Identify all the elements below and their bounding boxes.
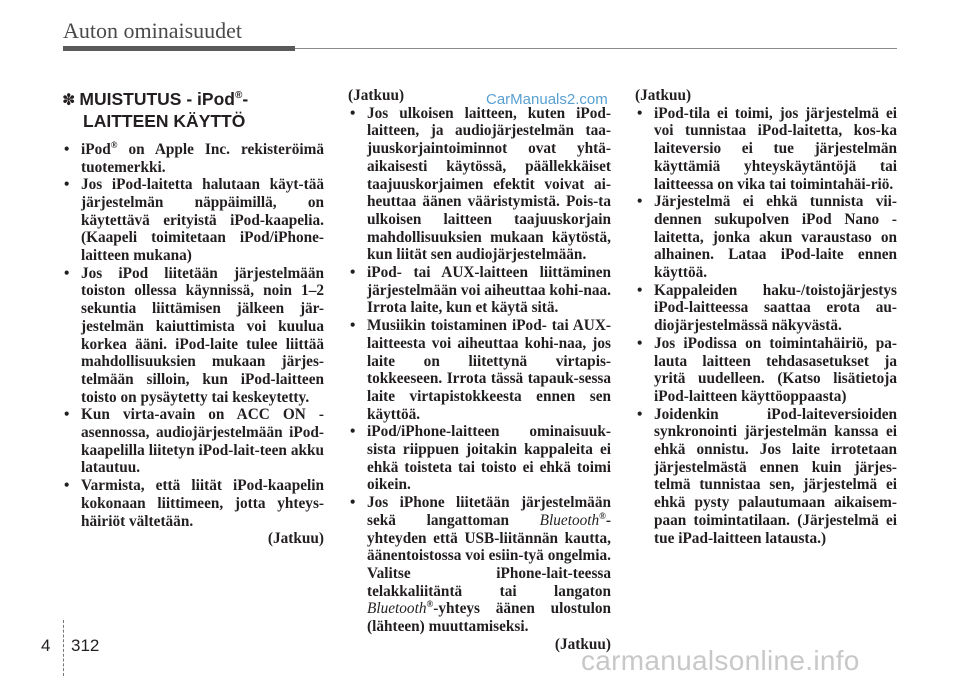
column-1	[62, 86, 324, 548]
list-item: • Jos iPodissa on toimintahäiriö, pa-lauta laitteen tehdasasetukset ja yritä uudelleen. (Katso lisätietoja iPod-laitteen käyttöoppaasta)	[635, 335, 897, 406]
site-watermark[interactable]: carmanualsonline.info	[581, 645, 860, 676]
page-number: 312	[71, 636, 100, 655]
list-item: • Jos iPod liitetään järjestelmään toiston ollessa käynnissä, noin 1–2 sekuntia liittämisen jälkeen jär-jestelmän kaiuttimista voi kuulua korkea ääni. iPod-laite tulee liittää mahdollisuuksien mukaan järjes-telmään silloin, kun iPod-laitteen toisto on pysäytetty tai keskeytetty.	[62, 265, 324, 407]
list-item: • Jos iPod-laitetta halutaan käyt-tää järjestelmän näppäimillä, on käytettävä erityistä iPod-kaapelia. (Kaapeli toimitetaan iPod/iPhone-laitteen mukana)	[62, 176, 324, 265]
continued-label: (Jatkuu)	[267, 530, 324, 548]
chapter-number: 4	[41, 636, 51, 655]
watermark-link[interactable]: CarManuals2.com	[486, 91, 608, 108]
column-2	[348, 87, 611, 654]
list-item: • iPod-tila ei toimi, jos järjestelmä ei voi tunnistaa iPod-laitetta, kos-ka laiteversio ei tue järjestelmän käyttämiä yhteyskäytäntöjä tai laitteessa on vika tai toimintahäi-riö.	[635, 105, 897, 194]
footer-divider	[63, 620, 65, 676]
list-item: • Joidenkin iPod-laiteversioiden synkronointi järjestelmän kanssa ei ehkä onnistu. Jos laite irrotetaan järjestelmästä ennen kuin järjes-telmä tunnistaa sen, järjestelmä ei ehkä pysty palautumaan aikaisem-paan toimintatilaan. (Järjestelmä ei tue iPad-laitteen latausta.)	[635, 406, 897, 548]
list-item: • iPod® on Apple Inc. rekisteröimä tuotemerkki.	[62, 141, 324, 176]
notice-list	[62, 141, 324, 530]
list-item: • Varmista, että liität iPod-kaapelin kokonaan liittimeen, jotta yhteys-häiriöt vältetään.	[62, 477, 324, 530]
list-item: • iPod- tai AUX-laitteen liittäminen järjestelmään voi aiheuttaa kohi-naa. Irrota laite, kun et käytä sitä.	[348, 264, 611, 317]
list-item: • Jos iPhone liitetään järjestelmään sekä langattoman Bluetooth®-yhteyden että USB-liitännän kautta, äänentoistossa voi esiin-tyä ongelmia. Valitse iPhone-lait-teessa telakkaliitäntä tai langaton Bluetooth®-yhteys äänen ulostulon (lähteen) muuttamiseksi.	[348, 494, 611, 636]
column-3	[635, 87, 897, 547]
continued-label: (Jatkuu)	[554, 635, 611, 653]
notice-list	[348, 105, 611, 636]
continued-heading: (Jatkuu)	[635, 87, 692, 104]
header-bar	[63, 46, 295, 51]
notice-star-icon: ✽	[62, 91, 76, 109]
continued-heading: (Jatkuu)	[348, 87, 405, 104]
list-item: • iPod/iPhone-laitteen ominaisuuk-sista riippuen joitakin kappaleita ei ehkä toisteta tai toisto ei ehkä toimi oikein.	[348, 423, 611, 494]
list-item: • Jos ulkoisen laitteen, kuten iPod-laitteen, ja audiojärjestelmän taa-juuskorjaintoiminnot ovat yhtä-aikaisesti käytössä, päällekkäiset taajuuskorjaimen efektit voivat ai-heuttaa äänen vääristymistä. Pois-ta ulkoisen laitteen taajuuskorjain mahdollisuuksien mukaan käytöstä, kun liität sen audiojärjestelmään.	[348, 105, 611, 264]
list-item: • Kappaleiden haku-/toistojärjestys iPod-laitteessa saattaa erota au-diojärjestelmässä näkyvästä.	[635, 282, 897, 335]
notice-list	[635, 105, 897, 548]
list-item: • Musiikin toistaminen iPod- tai AUX-laitteesta voi aiheuttaa kohi-naa, jos laite on liitettynä virtapis-tokkeeseen. Irrota tässä tapauk-sessa laite virtapistokkeesta ennen sen käyttöä.	[348, 317, 611, 423]
running-header: Auton ominaisuudet	[63, 18, 243, 43]
list-item: • Kun virta-avain on ACC ON -asennossa, audiojärjestelmään iPod-kaapelilla liitetyn iPod-lait-teen akku latautuu.	[62, 406, 324, 477]
section-title: ✽ MUISTUTUS - iPod®- LAITTEEN KÄYTTÖ	[62, 88, 249, 131]
list-item: • Järjestelmä ei ehkä tunnista vii-dennen sukupolven iPod Nano -laitetta, jonka akun varaustaso on alhainen. Lataa iPod-laite ennen käyttöä.	[635, 193, 897, 282]
header-rule	[295, 48, 897, 49]
